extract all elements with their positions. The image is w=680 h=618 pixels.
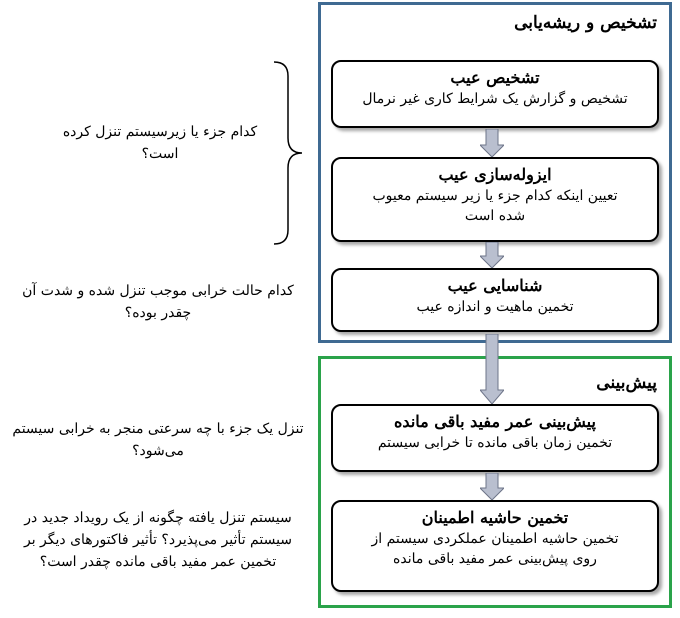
diagnosis-section-title: تشخیص و ریشه‌یابی [514, 13, 657, 33]
fault-identification-title: شناسایی عیب [447, 276, 543, 295]
fault-identification-desc: تخمین ماهیت و اندازه عیب [416, 299, 574, 315]
confidence-margin-box [331, 500, 659, 592]
prognosis-section-title: پیش‌بینی [596, 373, 657, 393]
fault-detection-box [331, 60, 659, 128]
confidence-margin-desc: تخمین حاشیه اطمینان عملکردی سیستم از روی پیش‌بینی عمر مفید باقی مانده [371, 531, 619, 567]
fault-isolation-title: ایزوله‌سازی عیب [438, 165, 552, 184]
down-arrow-icon [480, 242, 504, 268]
fault-identification-box [331, 268, 659, 332]
rul-prediction-desc: تخمین زمان باقی مانده تا خرابی سیستم [377, 435, 613, 451]
question-degradation-rate: تنزل یک جزء با چه سرعتی منجر به خرابی سیستم می‌شود؟ [12, 421, 304, 459]
curly-brace-icon [272, 60, 304, 246]
fault-detection-desc: تشخیص و گزارش یک شرایط کاری غیر نرمال [362, 91, 628, 107]
fault-isolation-box [331, 157, 659, 242]
question-failure-mode: کدام حالت خرابی موجب تنزل شده و شدت آن چقدر بوده؟ [22, 283, 294, 321]
fault-detection-title: تشخیص عیب [450, 68, 540, 87]
question-component-degraded: کدام جزء یا زیرسیستم تنزل کرده است؟ [62, 124, 258, 162]
rul-prediction-box [331, 404, 659, 472]
confidence-margin-title: تخمین حاشیه اطمینان [421, 508, 569, 527]
down-arrow-icon [480, 334, 504, 404]
rul-prediction-title: پیش‌بینی عمر مفید باقی مانده [394, 412, 596, 431]
question-new-event-impact: سیستم تنزل یافته چگونه از یک رویداد جدید در سیستم تأثیر می‌پذیرد؟ تأثیر فاکتورهای دیگر بر تخمین عمر مفید باقی مانده چقدر است؟ [23, 510, 293, 570]
down-arrow-icon [480, 129, 504, 157]
fault-isolation-desc: تعیین اینکه کدام جزء یا زیر سیستم معیوب شده است [372, 188, 618, 224]
down-arrow-icon [480, 473, 504, 500]
